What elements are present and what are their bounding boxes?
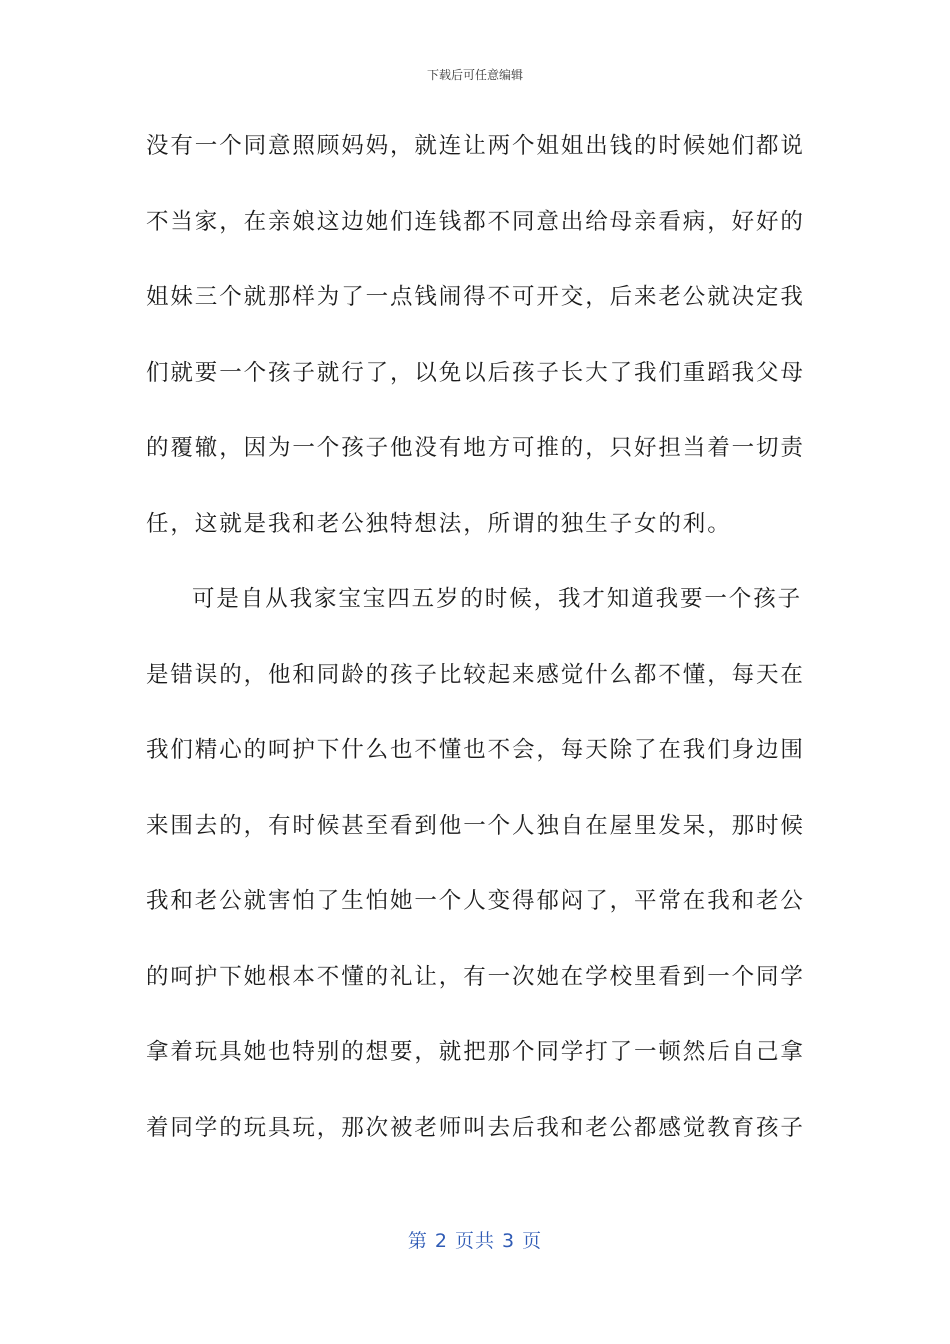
text-line: 来围去的，有时候甚至看到他一个人独自在屋里发呆，那时候 [146, 812, 805, 839]
text-line: 是错误的，他和同龄的孩子比较起来感觉什么都不懂，每天在 [146, 661, 805, 688]
text-line: 们就要一个孩子就行了，以免以后孩子长大了我们重蹈我父母 [146, 359, 805, 386]
text-line: 没有一个同意照顾妈妈，就连让两个姐姐出钱的时候她们都说 [146, 133, 805, 159]
text-line: 任，这就是我和老公独特想法，所谓的独生子女的利。 [146, 510, 732, 537]
text-line: 我和老公就害怕了生怕她一个人变得郁闷了，平常在我和老公 [146, 888, 805, 914]
text-line: 拿着玩具她也特别的想要，就把那个同学打了一顿然后自己拿 [146, 1039, 805, 1065]
body-text [146, 126, 805, 1183]
text-line: 着同学的玩具玩，那次被老师叫去后我和老公都感觉教育孩子 [146, 1114, 805, 1141]
paragraph-first-line: 可是自从我家宝宝四五岁的时候，我才知道我要一个孩子 [192, 586, 803, 612]
text-line: 的覆辙，因为一个孩子他没有地方可推的，只好担当着一切责 [146, 435, 805, 461]
page-number-footer: 第 2 页共 3 页 [407, 1230, 543, 1252]
text-line: 姐妹三个就那样为了一点钱闹得不可开交，后来老公就决定我 [146, 284, 805, 310]
text-line: 我们精心的呵护下什么也不懂也不会，每天除了在我们身边围 [146, 737, 805, 763]
page-header: 下载后可任意编辑 [426, 68, 523, 82]
text-line: 不当家，在亲娘这边她们连钱都不同意出给母亲看病，好好的 [146, 208, 805, 235]
text-line: 的呵护下她根本不懂的礼让，有一次她在学校里看到一个同学 [146, 963, 805, 990]
